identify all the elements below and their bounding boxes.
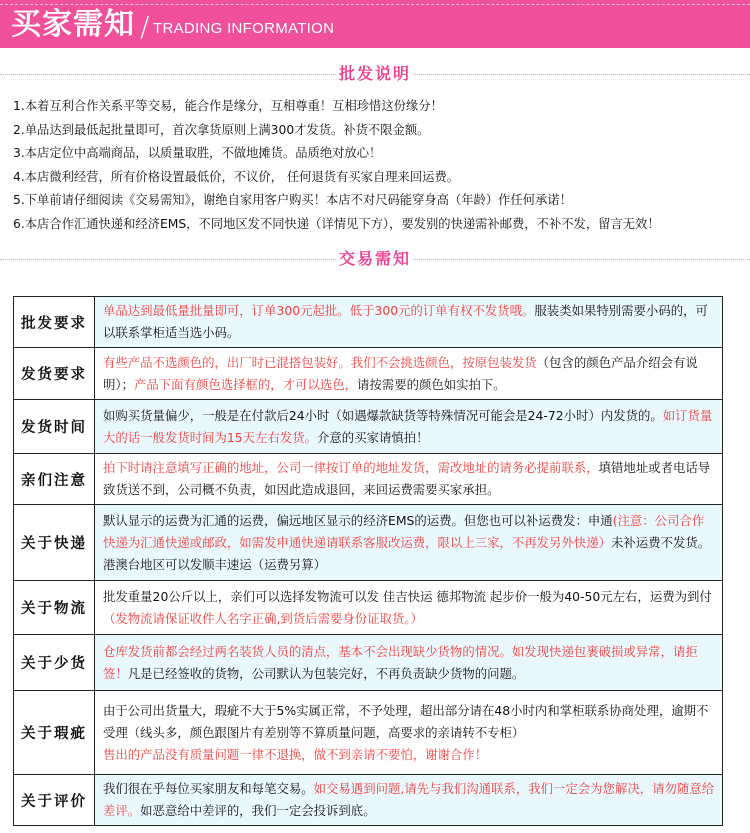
note-item: 4.本店微利经营，所有价格设置最低价，不议价， 任何退货有买家自理来回运费。 bbox=[13, 169, 460, 184]
body-text: 如恶意给中差评的，我们一定会投诉到底。 bbox=[140, 803, 376, 818]
table-row bbox=[14, 348, 723, 400]
trading-rules-table bbox=[13, 296, 723, 826]
row-label: 批发要求 bbox=[14, 297, 95, 348]
highlight-text: (注意：公司合作快递为汇通快递或邮政，如需发申通快递请联系客服改运费，限以上三家，不再发另外快递） bbox=[103, 512, 705, 550]
body-text: 凡是已经签收的货物，公司默认为包装完好，不再负责缺少货物的问题。 bbox=[127, 665, 525, 681]
highlight-text: 拍下时请注意填写正确的地址，公司一律按订单的地址发货，需改地址的请务必提前联系， bbox=[103, 460, 599, 475]
table-row bbox=[14, 581, 723, 635]
row-label: 关于快递 bbox=[14, 505, 95, 581]
section-title-wholesale bbox=[0, 63, 750, 85]
row-label: 亲们注意 bbox=[14, 454, 95, 505]
body-text: 我们很在乎每位买家朋友和每笔交易。 bbox=[103, 781, 314, 796]
highlight-text: 如交易遇到问题,请先与我们沟通联系，我们一定会为您解决，请勿随意给差评。 bbox=[103, 781, 715, 818]
highlight-text: 有些产品不选颜色的，出厂时已混搭包装好。我们不会挑选颜色，按原包装发货 bbox=[103, 354, 537, 370]
highlight-text: 如订货量大的话一般发货时间为15天左右发货。 bbox=[103, 407, 713, 445]
highlight-text: 仓库发货前都会经过两名装货人员的清点，基本不会出现缺少货物的情况。如发现快递包裹破损或异常，请拒签！ bbox=[103, 643, 698, 681]
row-content bbox=[95, 400, 723, 454]
section-heading: 批发说明 bbox=[338, 64, 412, 83]
row-content bbox=[95, 691, 723, 775]
section-title-trading bbox=[0, 248, 750, 270]
table-row bbox=[14, 400, 723, 454]
note-item: 6.本店合作汇通快递和经济EMS，不同地区发不同快递（详情见下方），要发别的快递需补邮费，不补不发，留言无效！ bbox=[13, 216, 660, 231]
body-text: 默认显示的运费为汇通的运费，偏远地区显示的经济EMS的运费。但您也可以补运费发：申通 bbox=[103, 512, 613, 528]
table-row bbox=[14, 691, 723, 775]
row-label: 关于物流 bbox=[14, 581, 95, 635]
row-label: 关于瑕疵 bbox=[14, 691, 95, 775]
body-text: 介意的买家请慎拍！ bbox=[317, 429, 429, 445]
header-banner bbox=[0, 0, 750, 48]
row-content bbox=[95, 297, 723, 348]
row-content bbox=[95, 348, 723, 400]
note-item: 1.本着互利合作关系平等交易，能合作是缘分，互相尊重！互相珍惜这份缘分！ bbox=[13, 99, 443, 113]
body-text: 填错地址或者电话导致货送不到，公司概不负责，如因此造成退回，来回运费需要买家承担。 bbox=[103, 460, 711, 497]
table-row bbox=[14, 635, 723, 691]
wholesale-notes-list bbox=[13, 95, 748, 236]
body-text: 请按需要的颜色如实拍下。 bbox=[357, 376, 506, 392]
note-item: 5.下单前请仔细阅读《交易需知》，谢绝自家用客户购买！本店不对尺码能穿身高（年龄）作任何承诺！ bbox=[13, 193, 572, 207]
banner-title: 买家需知 bbox=[11, 7, 135, 42]
highlight-text: 售出的产品没有质量问题一律不退换，做不到亲请不要怕，谢谢合作！ bbox=[103, 746, 488, 762]
banner-dashed-line bbox=[0, 4, 750, 5]
row-content bbox=[95, 635, 723, 691]
row-label: 发货时间 bbox=[14, 400, 95, 454]
row-label: 关于少货 bbox=[14, 635, 95, 691]
table-row bbox=[14, 775, 723, 826]
row-content bbox=[95, 505, 723, 581]
row-label: 发货要求 bbox=[14, 348, 95, 400]
body-text: 未补运费不发货。港澳台地区可以发顺丰速运（运费另算） bbox=[103, 534, 711, 572]
row-content bbox=[95, 581, 723, 635]
row-content bbox=[95, 775, 723, 826]
body-text: 如购买货量偏少，一般是在付款后24小时（如遇爆款缺货等特殊情况可能会是24-72小时）内发货的。 bbox=[103, 407, 663, 423]
banner-subtitle: TRADING INFORMATION bbox=[153, 20, 335, 37]
body-text: 由于公司出货量大，瑕疵不大于5%实属正常，不予处理，超出部分请在48小时内和掌柜联系协商处理，逾期不受理（线头多，颜色跟图片有差别等不算质量问题，高要求的亲请转不专柜） bbox=[103, 702, 709, 740]
highlight-text: （发物流请保证收件人名字正确,到货后需要身份证取货。） bbox=[103, 610, 423, 626]
note-item: 2.单品达到最低起批量即可，首次拿货原则上满300才发货。补货不限金额。 bbox=[13, 122, 430, 137]
row-content bbox=[95, 454, 723, 505]
body-text: 批发重量20公斤以上，亲们可以选择发物流可以发 佳吉快运 德邦物流 起步价一般为40-50元左右，运费为到付 bbox=[103, 588, 712, 604]
table-row bbox=[14, 297, 723, 348]
banner-slash: / bbox=[140, 10, 150, 43]
body-text: 服装类如果特别需要小码的，可以联系掌柜适当选小码。 bbox=[103, 303, 708, 340]
table-row bbox=[14, 454, 723, 505]
highlight-text: 产品下面有颜色选择框的，才可以选色， bbox=[133, 376, 358, 392]
table-row bbox=[14, 505, 723, 581]
section-heading: 交易需知 bbox=[338, 249, 412, 268]
note-item: 3.本店定位中高端商品，以质量取胜，不做地摊货。品质绝对放心！ bbox=[13, 146, 382, 160]
row-label: 关于评价 bbox=[14, 775, 95, 826]
body-text: （包含的颜色产品介绍会有说明）； bbox=[103, 354, 698, 392]
highlight-text: 单品达到最低量批量即可，订单300元起批。低于300元的订单有权不发货哦。 bbox=[103, 303, 535, 318]
